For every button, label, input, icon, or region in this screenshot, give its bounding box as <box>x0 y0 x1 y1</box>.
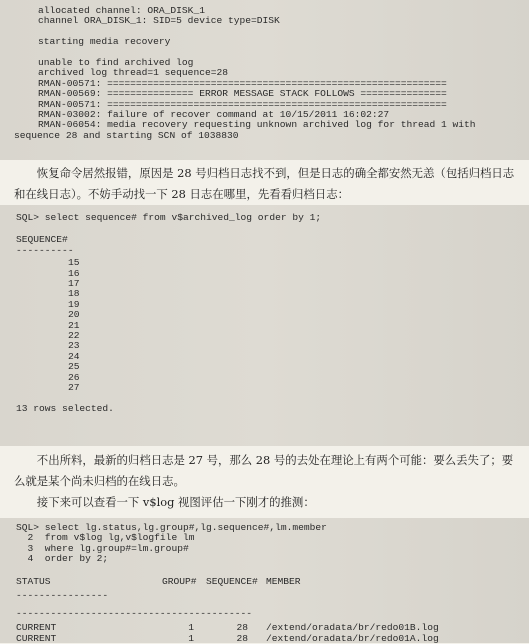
cell-member: /extend/oradata/br/redo01A.log <box>266 632 439 644</box>
paragraph-3 <box>0 492 529 513</box>
sequence-value: 16 <box>68 267 80 279</box>
header-group: GROUP# <box>162 575 197 587</box>
sequence-value: 15 <box>68 257 80 269</box>
code-line-wrapped: sequence 28 and starting SCN of 1038830 <box>14 129 239 141</box>
sequence-value: 24 <box>68 350 80 362</box>
sql-statement: SQL> select sequence# from v$archived_log order by 1; <box>16 212 322 223</box>
rows-selected-footer: 13 rows selected. <box>16 402 114 414</box>
sql-line: 4 order by 2; <box>16 553 109 565</box>
code-line: RMAN-00571: =========================================================== <box>38 77 447 89</box>
sequence-value: 17 <box>68 278 80 290</box>
sequence-list <box>0 256 529 393</box>
sql-line: 3 where lg.group#=lm.group# <box>16 542 189 554</box>
result-row <box>0 623 529 633</box>
code-line: RMAN-00571: =========================================================== <box>38 98 447 110</box>
code-line: starting media recovery <box>38 36 171 48</box>
cell-group: 1 <box>188 632 194 644</box>
sequence-value: 23 <box>68 340 80 352</box>
rman-output-block <box>0 0 529 160</box>
paragraph-2 <box>0 450 529 492</box>
header-status: STATUS <box>16 575 51 587</box>
sequence-value: 26 <box>68 371 80 383</box>
code-line: channel ORA_DISK_1: SID=5 device type=DISK <box>38 15 280 27</box>
paragraph-text: 接下来可以查看一下 v$log 视图评估一下刚才的推测： <box>36 495 315 509</box>
code-line: unable to find archived log <box>38 57 194 69</box>
sequence-value: 19 <box>68 298 80 310</box>
column-header: SEQUENCE# <box>16 234 68 246</box>
code-line: allocated channel: ORA_DISK_1 <box>38 5 205 16</box>
archived-log-query-block <box>0 205 529 446</box>
cell-group: 1 <box>188 622 194 634</box>
code-line: RMAN-06054: media recovery requesting unknown archived log for thread 1 with <box>38 119 476 131</box>
paragraph-text: 恢复命令居然报错，原因是 28 号归档日志找不到，但是日志的确全都安然无恙（包括归档日志和在线日志）。不妨手动找一下 28 日志在哪里，先看看归档日志： <box>14 166 515 201</box>
code-line: archived log thread=1 sequence=28 <box>38 67 228 79</box>
sequence-value: 25 <box>68 361 80 373</box>
result-rows <box>0 619 529 644</box>
header-member: MEMBER <box>266 575 301 587</box>
cell-sequence: 28 <box>236 622 248 634</box>
header-sequence: SEQUENCE# <box>206 575 258 587</box>
paragraph-text: 不出所料，最新的归档日志是 27 号，那么 28 号的去处在理论上有两个可能：要么丢失了；要么就是某个尚未归档的在线日志。 <box>14 453 514 488</box>
code-line: RMAN-03002: failure of recover command at 10/15/2011 16:02:27 <box>38 109 390 121</box>
column-underline: ---------- <box>16 244 74 256</box>
sequence-value: 21 <box>68 319 80 331</box>
sql-line: 2 from v$log lg,v$logfile lm <box>16 532 195 544</box>
sequence-value: 18 <box>68 288 80 300</box>
cell-sequence: 28 <box>236 632 248 644</box>
sql-line: SQL> select lg.status,lg.group#,lg.sequence#,lm.member <box>16 522 327 533</box>
result-separator: ----------------------------------------- <box>16 608 253 620</box>
sequence-value: 22 <box>68 330 80 342</box>
sequence-value: 20 <box>68 309 80 321</box>
cell-status: CURRENT <box>16 622 57 634</box>
sequence-value: 27 <box>68 382 80 394</box>
result-row <box>0 634 529 644</box>
result-header-row <box>0 577 529 591</box>
cell-status: CURRENT <box>16 632 57 644</box>
code-line: RMAN-00569: =============== ERROR MESSAGE STACK FOLLOWS =============== <box>38 88 447 100</box>
cell-member: /extend/oradata/br/redo01B.log <box>266 622 439 634</box>
header-underline: ---------------- <box>16 589 109 601</box>
paragraph-1 <box>0 163 529 205</box>
vlog-query-block <box>0 518 529 643</box>
